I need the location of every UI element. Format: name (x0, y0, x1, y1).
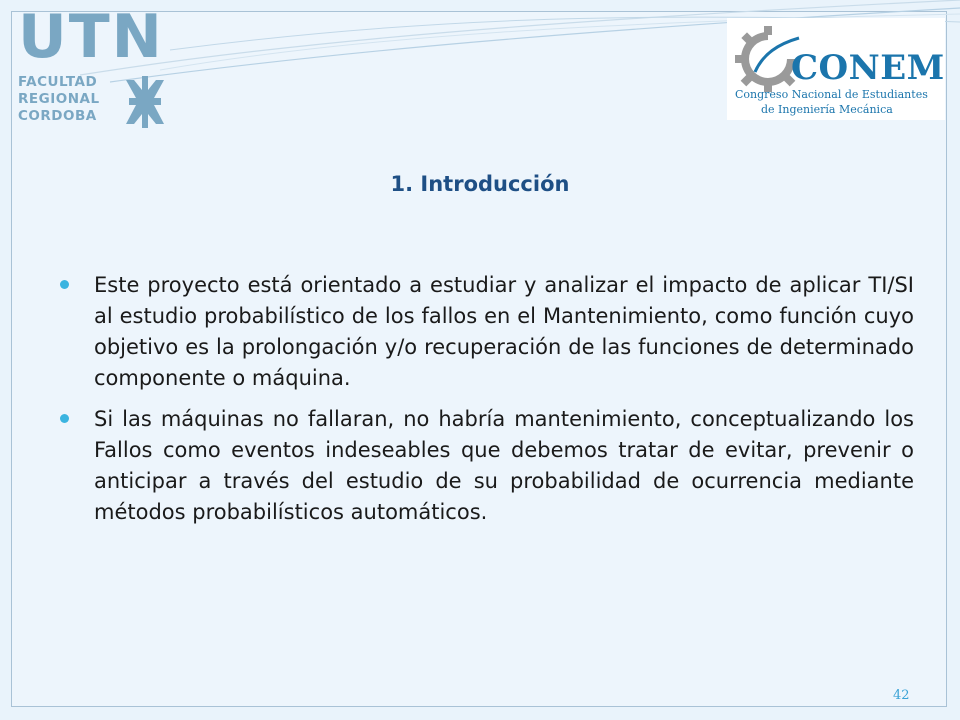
bullet-text: Si las máquinas no fallaran, no habría mantenimiento, conceptualizando los Fallos como eventos indeseables que debemos tratar de evitar, prevenir o anticipar a través del estudio de su probabilidad de ocurrencia mediante métodos probabilísticos automáticos. (94, 407, 914, 524)
bullet-dot-icon (60, 414, 69, 423)
conem-subtitle-line2: de Ingeniería Mecánica (761, 103, 893, 116)
slide-title: 1. Introducción (390, 172, 570, 196)
utn-faculty-text (18, 74, 100, 125)
bullet-dot-icon (60, 280, 69, 289)
utn-line-regional: REGIONAL (18, 91, 100, 107)
bullet-text: Este proyecto está orientado a estudiar y analizar el impacto de aplicar TI/SI al estudio probabilístico de los fallos en el Mantenimiento, como función cuyo objetivo es la prolongación y/o recuperación de las funciones de determinado componente o máquina. (94, 273, 914, 390)
conem-logo (727, 18, 945, 120)
utn-logo (14, 2, 164, 128)
conem-wordmark: CONEM (791, 48, 945, 88)
utn-letters: UTN (18, 2, 164, 72)
conem-subtitle-line1: Congreso Nacional de Estudiantes (735, 88, 928, 101)
utn-line-city: CORDOBA (18, 108, 97, 124)
utn-line-faculty: FACULTAD (18, 74, 98, 90)
bullet-list (56, 270, 914, 538)
utn-emblem-icon (126, 76, 164, 128)
page-number: 42 (893, 688, 910, 703)
list-item (56, 270, 914, 394)
list-item (56, 404, 914, 528)
